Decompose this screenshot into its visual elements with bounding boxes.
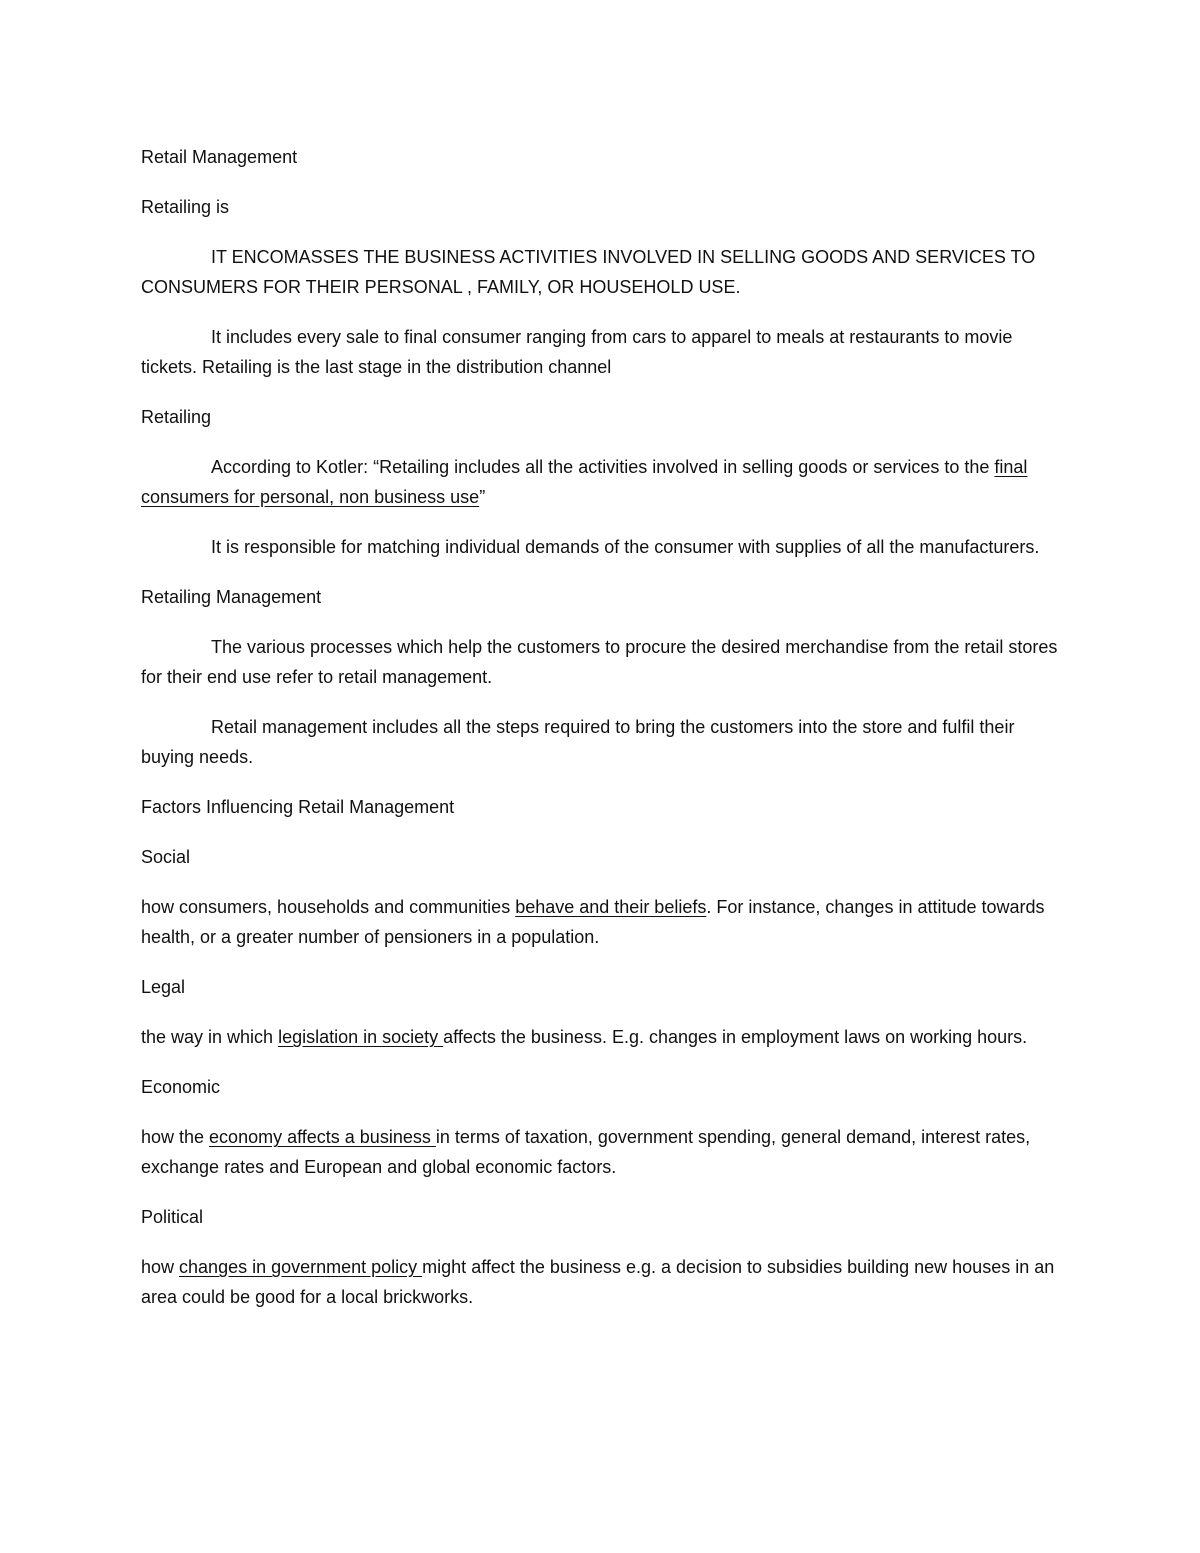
document-title: Retail Management <box>141 147 298 167</box>
social-underlined-text: behave and their beliefs <box>515 897 707 917</box>
retailing-definition-paragraph: IT ENCOMASSES THE BUSINESS ACTIVITIES INVOLVED IN SELLING GOODS AND SERVICES TO CONSUMERS FOR THEIR PERSONAL , FAMILY, OR HOUSEHOLD USE. <box>141 247 1036 297</box>
heading-retailing-is: Retailing is <box>141 197 230 217</box>
heading-social: Social <box>141 847 191 867</box>
retailing-responsibility-paragraph: It is responsible for matching individual demands of the consumer with supplies of all the manufacturers. <box>211 537 1040 557</box>
heading-political: Political <box>141 1207 204 1227</box>
economic-text: how the <box>141 1127 210 1147</box>
document-body <box>141 142 1061 1332</box>
political-paragraph <box>141 1252 1061 1312</box>
social-text-cont: . For instance, changes in attitude towards health, or a greater number of pensioners in a population. <box>141 897 1045 947</box>
heading-retailing: Retailing <box>141 407 212 427</box>
legal-text: the way in which <box>141 1027 279 1047</box>
retail-management-definition-paragraph: The various processes which help the customers to procure the desired merchandise from the retail stores for their end use refer to retail management. <box>141 637 1058 687</box>
political-text-cont: might affect the business e.g. a decision to subsidies building new houses in an area could be good for a local brickworks. <box>141 1257 1055 1307</box>
kotler-closing-quote: ” <box>479 487 486 507</box>
economic-underlined-text: economy affects a business <box>209 1127 436 1147</box>
heading-legal: Legal <box>141 977 186 997</box>
kotler-underlined-text: final consumers for personal, non business use <box>141 457 1028 507</box>
legal-underlined-text: legislation in society <box>278 1027 444 1047</box>
heading-factors: Factors Influencing Retail Management <box>141 797 455 817</box>
social-paragraph <box>141 892 1061 952</box>
kotler-text: According to Kotler: “Retailing includes all the activities involved in selling goods or services to the <box>211 457 995 477</box>
legal-paragraph <box>141 1022 1061 1052</box>
social-text: how consumers, households and communities <box>141 897 516 917</box>
economic-text-cont: in terms of taxation, government spending, general demand, interest rates, exchange rates and European and global economic factors. <box>141 1127 1031 1177</box>
kotler-definition-paragraph <box>141 452 1061 512</box>
heading-retailing-management: Retailing Management <box>141 587 322 607</box>
retailing-scope-paragraph: It includes every sale to final consumer ranging from cars to apparel to meals at restaurants to movie tickets. Retailing is the last stage in the distribution channel <box>141 327 1013 377</box>
legal-text-cont: affects the business. E.g. changes in employment laws on working hours. <box>443 1027 1028 1047</box>
political-underlined-text: changes in government policy <box>179 1257 423 1277</box>
retail-management-steps-paragraph: Retail management includes all the steps required to bring the customers into the store and fulfil their buying needs. <box>141 717 1015 767</box>
political-text: how <box>141 1257 180 1277</box>
economic-paragraph <box>141 1122 1061 1182</box>
heading-economic: Economic <box>141 1077 221 1097</box>
